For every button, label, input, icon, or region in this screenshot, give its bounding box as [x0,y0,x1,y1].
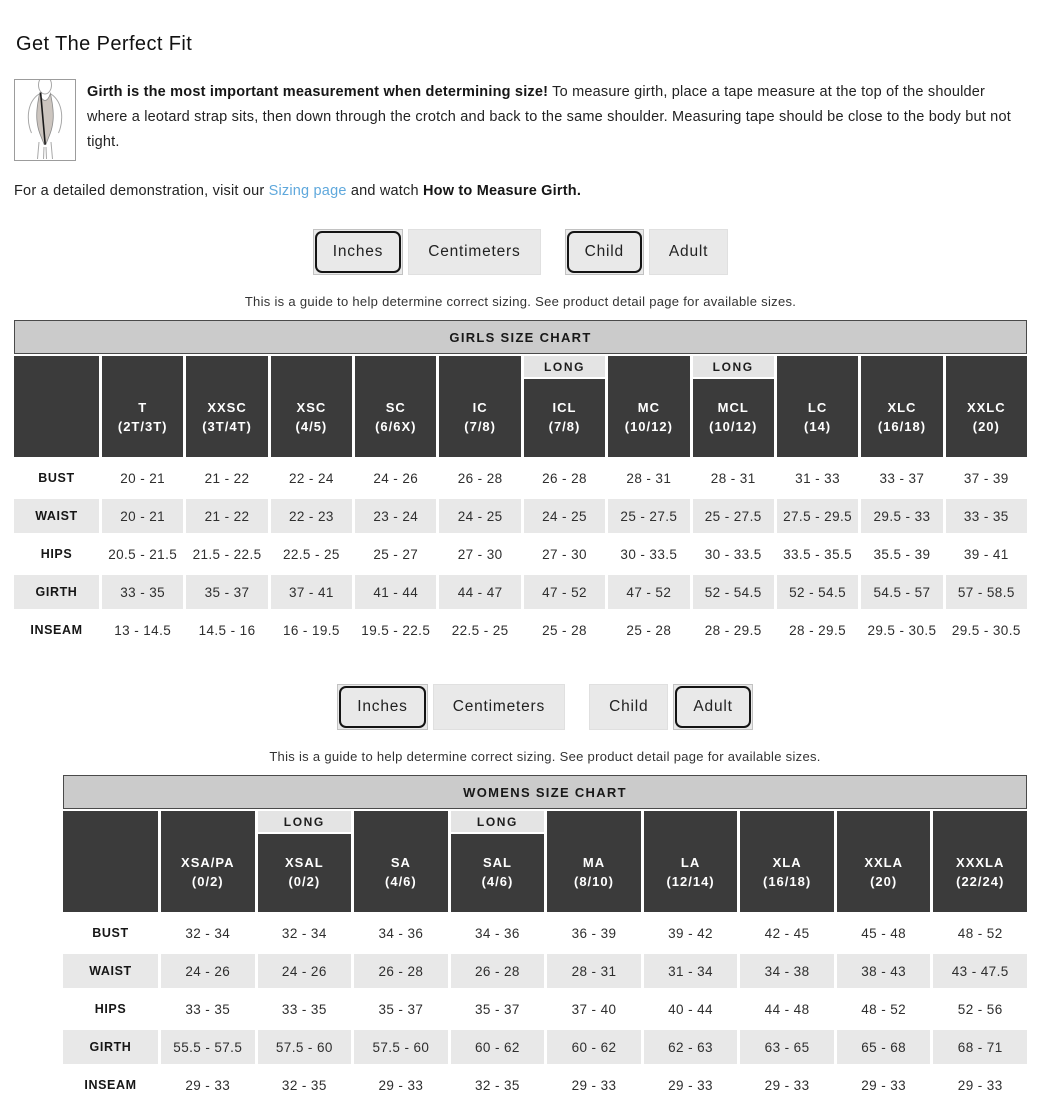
size-code: XLA [772,855,802,871]
size-code: XXLA [864,855,903,871]
column-header [439,356,520,457]
size-value-cell: 34 - 38 [740,954,834,988]
column-header [608,356,689,457]
column-header [547,811,641,912]
age-toggle-group [589,684,753,730]
child-button[interactable]: Child [589,684,668,730]
size-value-cell: 29 - 33 [378,1077,424,1093]
size-value-cell: 26 - 28 [542,470,587,486]
size-value-cell: 21.5 - 22.5 [192,546,262,562]
row-label: WAIST [63,954,158,988]
column-header [161,811,255,912]
size-value-cell: 28 - 31 [626,470,672,486]
demo-prefix: For a detailed demonstration, visit our [14,183,269,199]
child-sizes-section [14,229,1027,647]
size-code: SA [390,855,411,871]
inches-button[interactable]: Inches [337,684,427,730]
column-header [271,356,352,457]
size-value-cell: 24 - 26 [161,954,255,988]
size-value-cell: 47 - 52 [608,575,689,609]
page-title: Get The Perfect Fit [16,33,193,55]
size-chart [14,320,1027,647]
size-grid [14,356,1027,647]
size-value-cell: 36 - 39 [571,925,617,941]
size-value-cell: 41 - 44 [355,575,436,609]
size-code: XLC [887,400,917,416]
size-value-cell: 62 - 63 [644,1030,738,1064]
size-value-cell: 19.5 - 22.5 [361,622,431,638]
size-range: (3T/4T) [202,419,252,434]
column-header-text [354,811,448,912]
size-range: (10/12) [709,419,758,434]
row-label: GIRTH [63,1030,158,1064]
size-value-cell: 32 - 35 [475,1077,520,1093]
size-value-cell: 29 - 33 [957,1077,1003,1093]
size-value-cell: 57.5 - 60 [354,1030,448,1064]
long-tab: LONG [693,356,774,377]
size-value-cell: 25 - 27.5 [608,499,689,533]
size-value-cell: 40 - 44 [668,1001,713,1017]
size-range: (16/18) [877,419,927,434]
size-value-cell: 52 - 54.5 [777,575,858,609]
size-value-cell: 22 - 23 [271,499,352,533]
size-range: (7/8) [548,419,581,434]
column-header [946,356,1027,457]
row-label: HIPS [40,547,73,561]
size-value-cell: 29 - 33 [764,1077,810,1093]
centimeters-button[interactable]: Centimeters [408,229,540,275]
size-value-cell: 25 - 28 [542,622,587,638]
size-value-cell: 34 - 36 [475,925,520,941]
column-header [644,811,738,912]
row-label: WAIST [14,499,99,533]
child-button[interactable]: Child [565,229,644,275]
size-value-cell: 32 - 34 [185,925,231,941]
column-header-text [524,379,605,457]
size-value-cell: 60 - 62 [547,1030,641,1064]
column-header-text [547,811,641,912]
size-value-cell: 60 - 62 [451,1030,545,1064]
size-value-cell: 37 - 40 [571,1001,617,1017]
size-range: (12/14) [666,874,715,889]
size-value-cell: 52 - 54.5 [693,575,774,609]
size-code: T [138,400,148,416]
size-value-cell: 65 - 68 [837,1030,931,1064]
sizing-page-link[interactable]: Sizing page [268,183,347,199]
size-range: (0/2) [191,874,224,889]
unit-toggle-group [313,229,541,275]
size-value-cell: 24 - 25 [439,499,520,533]
size-value-cell: 52 - 56 [957,1001,1003,1017]
size-value-cell: 33 - 35 [185,1001,231,1017]
size-value-cell: 13 - 14.5 [114,622,172,638]
column-header [355,356,436,457]
adult-sizes-section [63,684,1027,1102]
column-header-text [439,356,520,457]
size-range: (8/10) [574,874,614,889]
size-range: (22/24) [956,874,1005,889]
size-value-cell: 26 - 28 [354,954,448,988]
size-value-cell: 33.5 - 35.5 [783,546,853,562]
size-value-cell: 44 - 48 [764,1001,810,1017]
size-value-cell: 39 - 42 [668,925,713,941]
size-value-cell: 30 - 33.5 [704,546,762,562]
row-label: GIRTH [14,575,99,609]
chart-title: WOMENS SIZE CHART [63,775,1027,809]
size-value-cell: 28 - 29.5 [789,622,847,638]
size-value-cell: 28 - 31 [547,954,641,988]
column-header [354,811,448,912]
girth-instructions-bold: Girth is the most important measurement when determining size! [87,84,549,100]
size-value-cell: 22 - 24 [288,470,334,486]
size-code: XSA/PA [181,855,235,871]
column-header-text [608,356,689,457]
unit-age-toggle-row [63,684,1027,730]
size-value-cell: 20.5 - 21.5 [108,546,178,562]
size-value-cell: 33 - 37 [879,470,925,486]
size-range: (6/6X) [375,419,417,434]
column-header-text [946,356,1027,457]
column-header-text [933,811,1027,912]
column-header [777,356,858,457]
size-value-cell: 25 - 27 [373,546,419,562]
size-value-cell: 24 - 26 [258,954,352,988]
sizing-note: This is a guide to help determine correct sizing. See product detail page for available sizes. [244,294,797,309]
size-value-cell: 30 - 33.5 [620,546,678,562]
size-value-cell: 22.5 - 25 [451,622,509,638]
adult-button[interactable]: Adult [649,229,728,275]
size-code: MA [582,855,606,871]
row-label: INSEAM [30,623,83,637]
demo-line [14,183,1027,199]
size-range: (14) [804,419,832,434]
column-header [933,811,1027,912]
adult-button[interactable]: Adult [673,684,752,730]
size-range: (4/6) [481,874,514,889]
size-value-cell: 33 - 35 [281,1001,327,1017]
size-range: (4/5) [295,419,328,434]
size-value-cell: 33 - 35 [946,499,1027,533]
size-code: MCL [717,400,749,416]
row-label: INSEAM [84,1078,137,1092]
size-value-cell: 63 - 65 [740,1030,834,1064]
chart-corner-cell [14,356,99,457]
column-header [186,356,267,457]
size-value-cell: 35 - 37 [378,1001,424,1017]
row-label: HIPS [94,1002,127,1016]
size-value-cell: 29.5 - 30.5 [951,622,1021,638]
size-value-cell: 57 - 58.5 [946,575,1027,609]
sizing-note: This is a guide to help determine correct sizing. See product detail page for available sizes. [269,749,821,764]
column-header [837,811,931,912]
size-value-cell: 29 - 33 [668,1077,713,1093]
long-tab: LONG [258,811,352,832]
column-header [693,356,774,457]
size-value-cell: 37 - 41 [271,575,352,609]
unit-toggle-group [337,684,565,730]
girth-measure-block [14,79,1027,161]
size-value-cell: 23 - 24 [355,499,436,533]
age-toggle-group [565,229,729,275]
size-value-cell: 16 - 19.5 [282,622,340,638]
size-code: ICL [552,400,577,416]
size-value-cell: 31 - 33 [795,470,840,486]
column-header [861,356,942,457]
demo-middle: and watch [346,183,423,199]
size-value-cell: 43 - 47.5 [933,954,1027,988]
size-value-cell: 38 - 43 [837,954,931,988]
column-header-text [837,811,931,912]
size-value-cell: 21 - 22 [204,470,250,486]
size-value-cell: 45 - 48 [861,925,907,941]
column-header-text [161,811,255,912]
size-value-cell: 48 - 52 [957,925,1003,941]
size-code: LC [807,400,828,416]
size-value-cell: 20 - 21 [102,499,183,533]
column-header [524,356,605,457]
size-value-cell: 27 - 30 [542,546,587,562]
column-header-text [102,356,183,457]
size-value-cell: 48 - 52 [861,1001,907,1017]
size-value-cell: 33 - 35 [102,575,183,609]
size-code: XXSC [207,400,247,416]
girth-instructions [87,80,1023,161]
size-range: (0/2) [288,874,321,889]
column-header-text [451,834,545,912]
size-code: XSC [296,400,327,416]
size-range: (2T/3T) [117,419,168,434]
size-value-cell: 39 - 41 [963,546,1009,562]
chart-corner-cell [63,811,158,912]
size-value-cell: 22.5 - 25 [282,546,340,562]
column-header [451,811,545,912]
column-header-text [693,379,774,457]
size-range: (7/8) [464,419,496,434]
column-header-text [740,811,834,912]
girth-instructions-rest: To measure girth, place a tape measure at the top of the shoulder where a leotard strap sits, then down through the crotch and back to the same shoulder. Measuring tape should be close to the body but not tight. [87,84,1011,150]
column-header-text [777,356,858,457]
size-value-cell: 27.5 - 29.5 [777,499,858,533]
size-value-cell: 44 - 47 [439,575,520,609]
column-header-text [186,356,267,457]
size-value-cell: 27 - 30 [457,546,503,562]
size-value-cell: 29.5 - 33 [861,499,942,533]
chart-title: GIRLS SIZE CHART [14,320,1027,354]
size-value-cell: 24 - 25 [524,499,605,533]
size-value-cell: 35.5 - 39 [873,546,931,562]
column-header-text [861,356,942,457]
size-value-cell: 42 - 45 [764,925,810,941]
demo-video-title: How to Measure Girth. [422,183,582,199]
size-code: MC [637,400,660,416]
size-value-cell: 14.5 - 16 [198,622,256,638]
unit-age-toggle-row [14,229,1027,275]
size-value-cell: 32 - 35 [281,1077,327,1093]
size-value-cell: 29 - 33 [861,1077,907,1093]
size-value-cell: 21 - 22 [186,499,267,533]
size-value-cell: 25 - 28 [626,622,672,638]
size-value-cell: 68 - 71 [933,1030,1027,1064]
size-value-cell: 54.5 - 57 [861,575,942,609]
column-header [258,811,352,912]
long-tab: LONG [524,356,605,377]
size-value-cell: 24 - 26 [373,470,419,486]
size-code: IC [472,400,488,416]
size-range: (4/6) [385,874,417,889]
size-code: XSAL [284,855,324,871]
size-value-cell: 29 - 33 [571,1077,617,1093]
size-value-cell: 29 - 33 [185,1077,231,1093]
size-value-cell: 57.5 - 60 [258,1030,352,1064]
size-value-cell: 31 - 34 [644,954,738,988]
size-value-cell: 55.5 - 57.5 [161,1030,255,1064]
column-header-text [355,356,436,457]
size-code: SC [385,400,406,416]
inches-button[interactable]: Inches [313,229,403,275]
size-value-cell: 29.5 - 30.5 [867,622,937,638]
centimeters-button[interactable]: Centimeters [433,684,565,730]
size-value-cell: 28 - 31 [710,470,756,486]
size-grid [63,811,1027,1102]
column-header-text [644,811,738,912]
size-chart [63,775,1027,1102]
size-value-cell: 20 - 21 [120,470,166,486]
size-value-cell: 25 - 27.5 [693,499,774,533]
size-range: (16/18) [763,874,812,889]
size-value-cell: 35 - 37 [475,1001,520,1017]
size-value-cell: 32 - 34 [281,925,327,941]
size-value-cell: 26 - 28 [457,470,503,486]
row-label: BUST [92,926,129,940]
size-code: XXXLA [956,855,1005,871]
size-code: LA [680,855,701,871]
column-header-text [271,356,352,457]
size-value-cell: 37 - 39 [963,470,1009,486]
size-code: XXLC [966,400,1006,416]
size-value-cell: 34 - 36 [378,925,424,941]
size-value-cell: 35 - 37 [186,575,267,609]
size-value-cell: 47 - 52 [524,575,605,609]
size-value-cell: 28 - 29.5 [704,622,762,638]
size-range: (20) [870,874,898,889]
column-header [740,811,834,912]
size-value-cell: 26 - 28 [451,954,545,988]
size-range: (20) [972,419,1000,434]
column-header [102,356,183,457]
row-label: BUST [38,471,75,485]
size-code: SAL [482,855,512,871]
column-header-text [258,834,352,912]
leotard-girth-diagram-icon [14,79,76,161]
long-tab: LONG [451,811,545,832]
size-range: (10/12) [624,419,673,434]
